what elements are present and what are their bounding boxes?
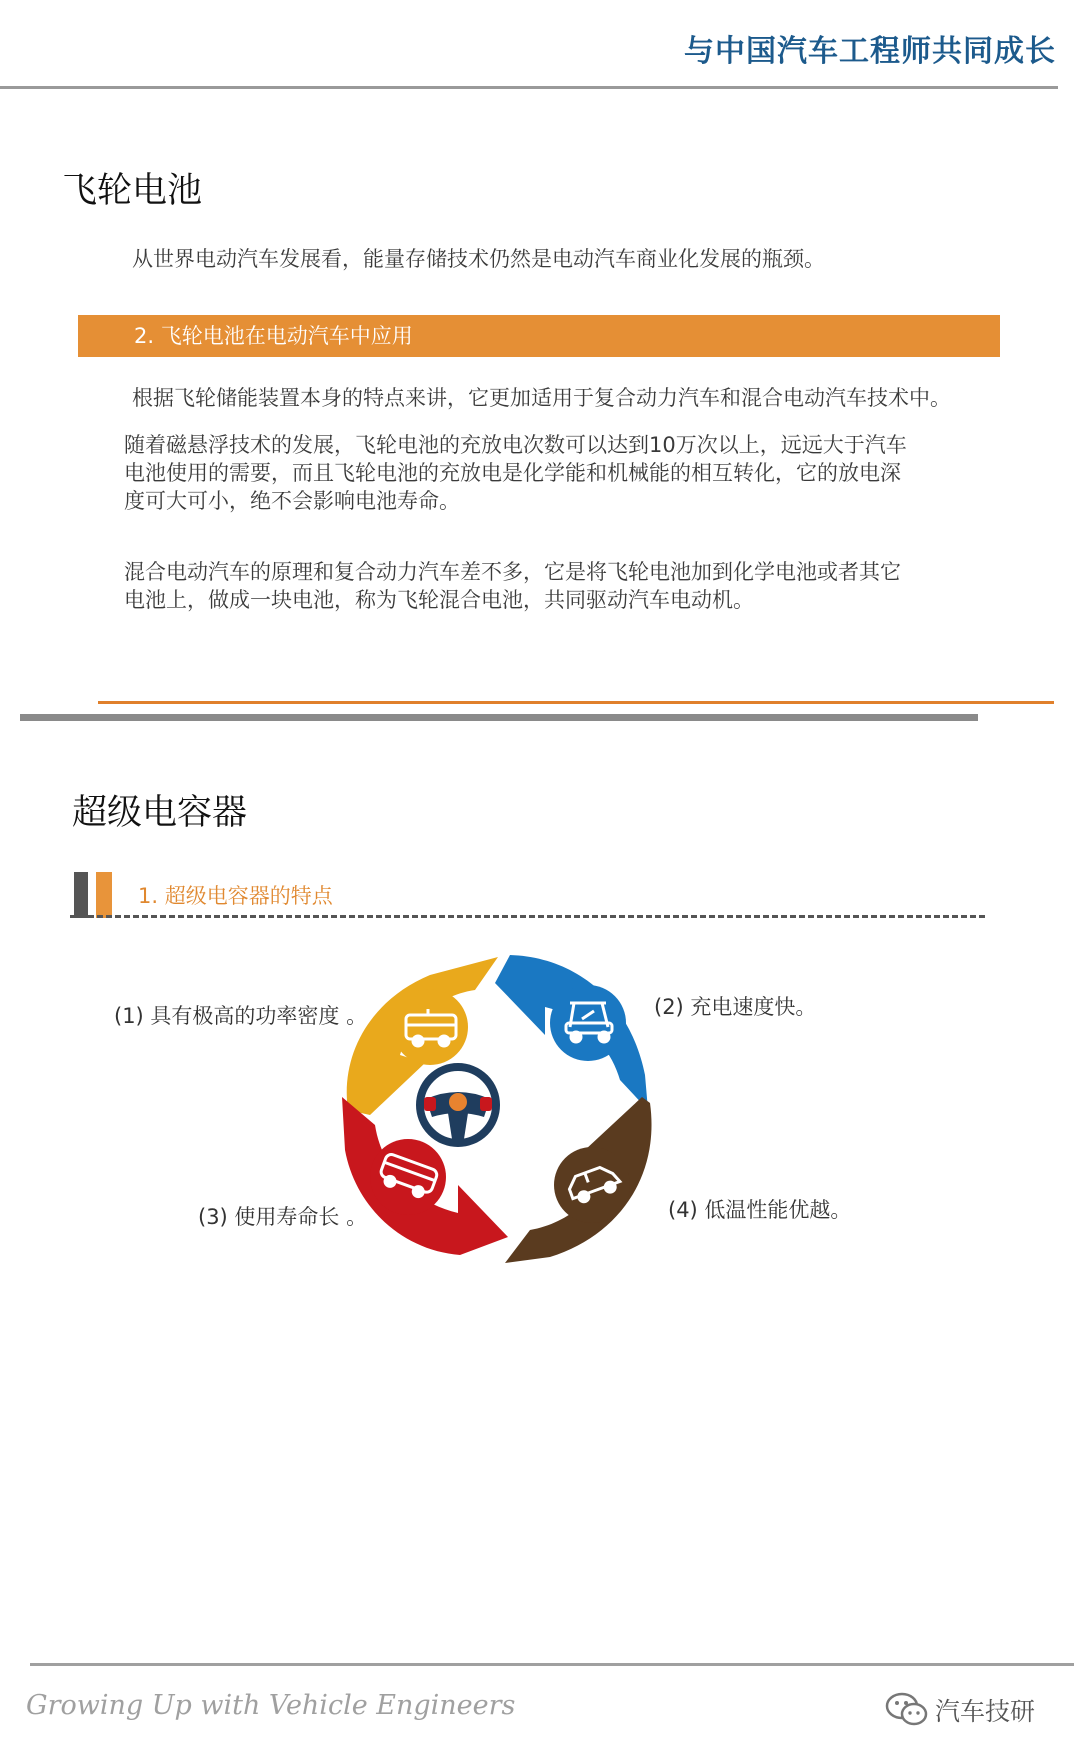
footer-slogan: Growing Up with Vehicle Engineers	[26, 1690, 516, 1721]
section-divider-gray	[20, 714, 978, 721]
flywheel-paragraph-3	[124, 558, 901, 614]
feature-label-low-temperature: (4) 低温性能优越。	[668, 1198, 852, 1222]
feature-label-fast-charging: (2) 充电速度快。	[654, 995, 817, 1019]
feature-label-long-life: (3) 使用寿命长 。	[198, 1205, 368, 1229]
feature-cycle-diagram	[330, 945, 690, 1275]
flywheel-subheading-label: 2. 飞轮电池在电动汽车中应用	[134, 324, 413, 348]
paragraph-line: 电池上，做成一块电池，称为飞轮混合电池，共同驱动汽车电动机。	[124, 588, 754, 612]
flywheel-subheading-bar	[78, 315, 1000, 357]
subheading-marker-accent	[96, 872, 112, 918]
steering-wheel-icon	[420, 1067, 496, 1143]
header-divider	[0, 86, 1058, 89]
feature-label-power-density: (1) 具有极高的功率密度 。	[114, 1004, 368, 1028]
header-title: 与中国汽车工程师共同成长	[684, 34, 1056, 69]
wechat-icon	[885, 1692, 929, 1728]
paragraph-line: 度可大可小，绝不会影响电池寿命。	[124, 489, 460, 513]
flywheel-paragraph-1: 根据飞轮储能装置本身的特点来讲，它更加适用于复合动力汽车和混合电动汽车技术中。	[132, 386, 951, 410]
section-divider-orange	[98, 701, 1054, 704]
flywheel-intro: 从世界电动汽车发展看，能量存储技术仍然是电动汽车商业化发展的瓶颈。	[132, 247, 825, 271]
footer-divider	[30, 1663, 1074, 1666]
paragraph-line: 电池使用的需要，而且飞轮电池的充放电是化学能和机械能的相互转化，它的放电深	[124, 461, 901, 485]
flywheel-paragraph-2	[124, 431, 907, 515]
wechat-account-badge	[885, 1688, 1045, 1728]
section-title-supercapacitor: 超级电容器	[72, 793, 248, 833]
subheading-marker	[74, 872, 88, 918]
paragraph-line: 混合电动汽车的原理和复合动力汽车差不多，它是将飞轮电池加到化学电池或者其它	[124, 560, 901, 584]
wechat-account-name: 汽车技研	[935, 1697, 1036, 1726]
supercapacitor-subheading: 1. 超级电容器的特点	[138, 884, 333, 908]
paragraph-line: 随着磁悬浮技术的发展，飞轮电池的充放电次数可以达到10万次以上，远远大于汽车	[124, 433, 907, 457]
section-title-flywheel: 飞轮电池	[62, 171, 203, 211]
dashed-divider	[70, 915, 985, 918]
